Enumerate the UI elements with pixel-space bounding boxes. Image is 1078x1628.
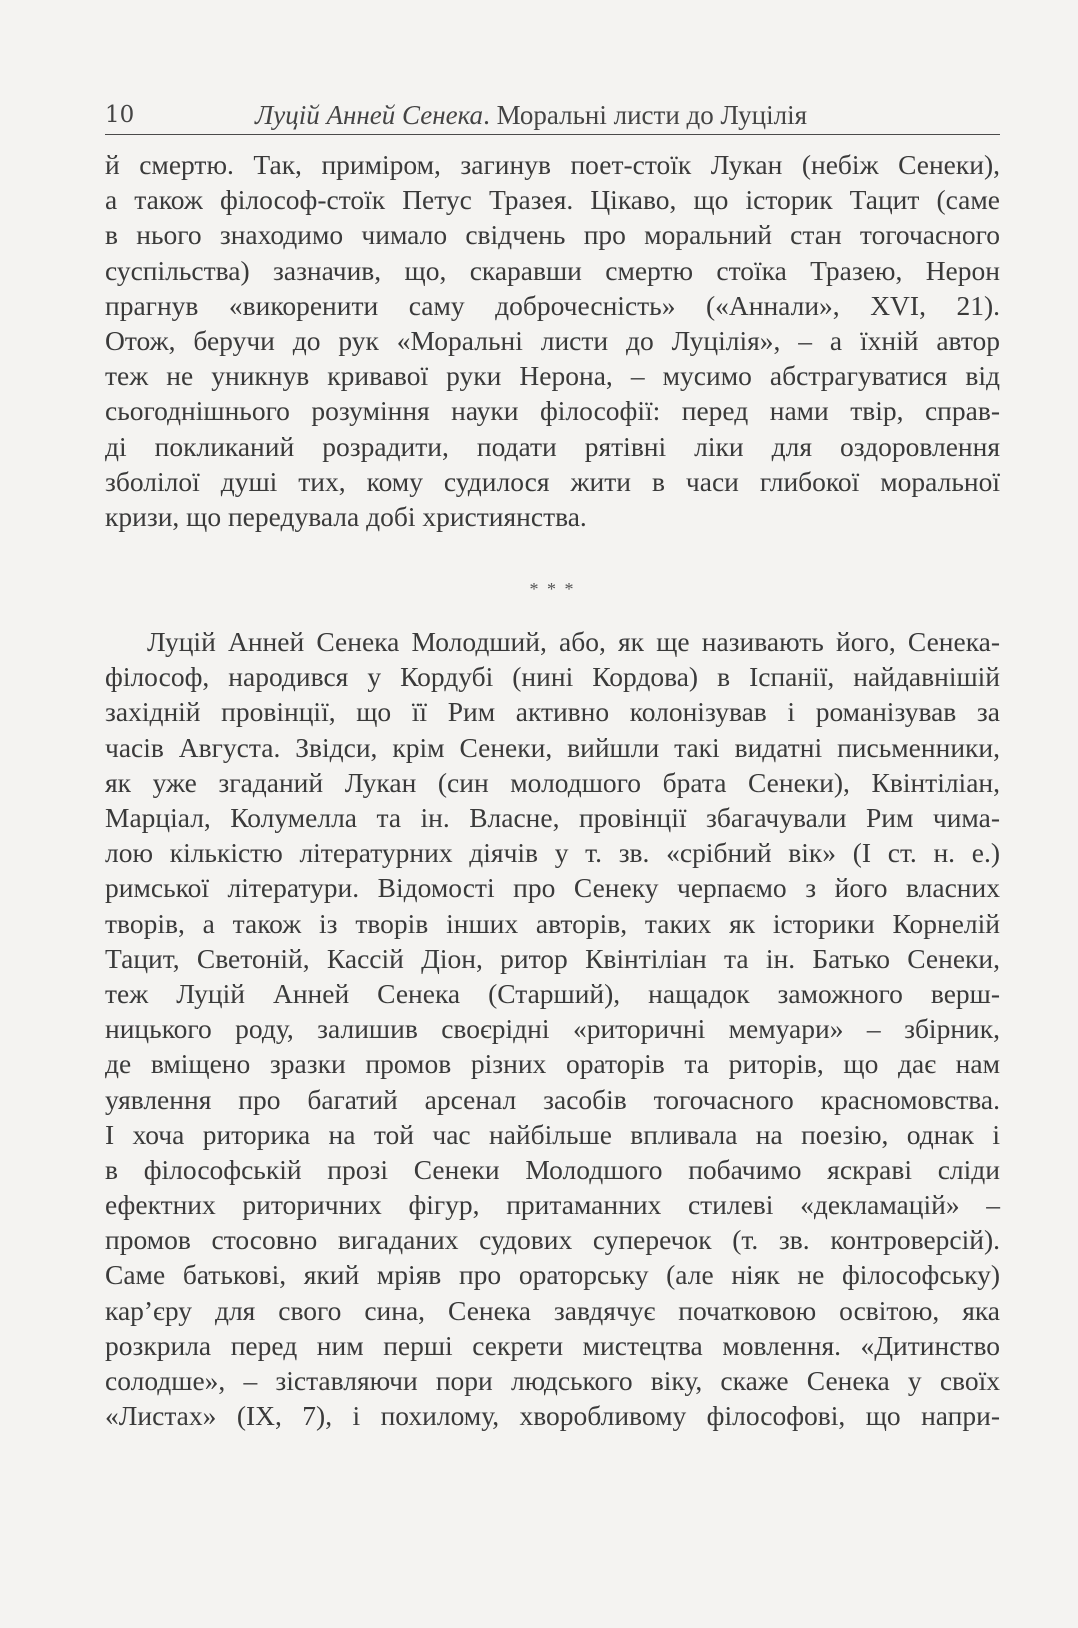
text-line: де вміщено зразки промов різних ораторів та риторів, що дає нам [105, 1048, 1000, 1080]
text-line: теж не уникнув кривавої руки Нерона, – мусимо абстрагуватися від [105, 360, 1000, 392]
text-line: Отож, беручи до рук «Моральні листи до Луцілія», – а їхній автор [105, 324, 1000, 356]
text-line: сьогоднішнього розуміння науки філософії: перед нами твір, справ- [105, 395, 1000, 427]
text-line: й смертю. Так, приміром, загинув поет-стоїк Лукан (небіж Сенеки), [105, 149, 1000, 180]
text-line: зболілої душі тих, кому судилося жити в часи глибокої моральної [105, 465, 1000, 497]
text-line: солодше», – зіставляючи пори людського віку, скаже Сенека у своїх [105, 1365, 1000, 1396]
text-line: кризи, що передувала добі християнства. [105, 500, 587, 532]
text-line: ефектних риторичних фігур, притаманних стилеві «декламацій» – [105, 1189, 1000, 1221]
text-line: Тацит, Светоній, Кассій Діон, ритор Квінтіліан та ін. Батько Сенеки, [105, 942, 1000, 974]
running-head-author: Луцій Анней Сенека [255, 100, 484, 130]
text-line: уявлення про багатий арсенал засобів тогочасного красномовства. [105, 1083, 1000, 1115]
page-number: 10 [105, 102, 135, 128]
text-line: творів, а також із творів інших авторів, таких як історики Корнелій [105, 907, 1000, 939]
text-line: кар’єру для свого сина, Сенека завдячує початковою освітою, яка [105, 1294, 1000, 1326]
text-line: римської літератури. Відомості про Сенеку черпаємо з його власних [105, 872, 1000, 904]
book-page [105, 96, 1000, 1433]
text-line: ницького роду, залишив своєрідні «риторичні мемуари» – збірник, [105, 1013, 1000, 1045]
text-line: західній провінції, що її Рим активно колонізував і романізував за [105, 696, 1000, 728]
running-head-title [255, 96, 807, 134]
text-line: Саме батькові, який мріяв про ораторську (але ніяк не філософську) [105, 1259, 1000, 1291]
text-line: промов стосовно вигаданих судових суперечок (т. зв. контроверсій). [105, 1224, 1000, 1256]
text-line: ді покликаний розрадити, подати рятівні ліки для оздоровлення [105, 430, 1000, 462]
body-text [105, 147, 1000, 1433]
text-line: лою кількістю літературних діячів у т. зв. «срібний вік» (I ст. н. е.) [105, 837, 1000, 869]
text-line: а також філософ-стоїк Петус Тразея. Цікаво, що історик Тацит (саме [105, 184, 1000, 216]
running-head [105, 96, 1000, 135]
text-line: Луцій Анней Сенека Молодший, або, як ще називають його, Сенека- [147, 626, 1000, 658]
paragraph-2 [105, 624, 1000, 1433]
text-line: філософ, народився у Кордубі (нині Кордова) в Іспанії, найдавнішій [105, 661, 1000, 693]
paragraph-1 [105, 147, 1000, 534]
text-line: І хоча риторика на той час найбільше впливала на поезію, однак і [105, 1118, 1000, 1150]
text-line: в нього знаходимо чимало свідчень про моральний стан тогочасного [105, 219, 1000, 251]
text-line: розкрила перед ним перші секрети мистецтва мовлення. «Дитинство [105, 1329, 1000, 1361]
text-line: в філософській прозі Сенеки Молодшого побачимо яскраві сліди [105, 1153, 1000, 1185]
text-line: прагнув «викоренити саму доброчесність» («Аннали», XVI, 21). [105, 289, 1000, 321]
text-line: як уже згаданий Лукан (син молодшого брата Сенеки), Квінтіліан, [105, 766, 1000, 798]
section-separator: * * * [529, 579, 576, 600]
text-line: часів Августа. Звідси, крім Сенеки, вийшли такі видатні письменники, [105, 731, 1000, 763]
text-line: Марціал, Колумелла та ін. Власне, провінції збагачували Рим чима- [105, 802, 1000, 833]
running-head-book-title: . Моральні листи до Луцілія [483, 100, 807, 130]
text-line: «Листах» (IX, 7), і похилому, хворобливому філософові, що напри- [105, 1400, 1000, 1432]
text-line: суспільства) зазначив, що, скаравши смертю стоїка Тразею, Нерон [105, 254, 1000, 286]
text-line: теж Луцій Анней Сенека (Старший), нащадок заможного верш- [105, 977, 1000, 1009]
